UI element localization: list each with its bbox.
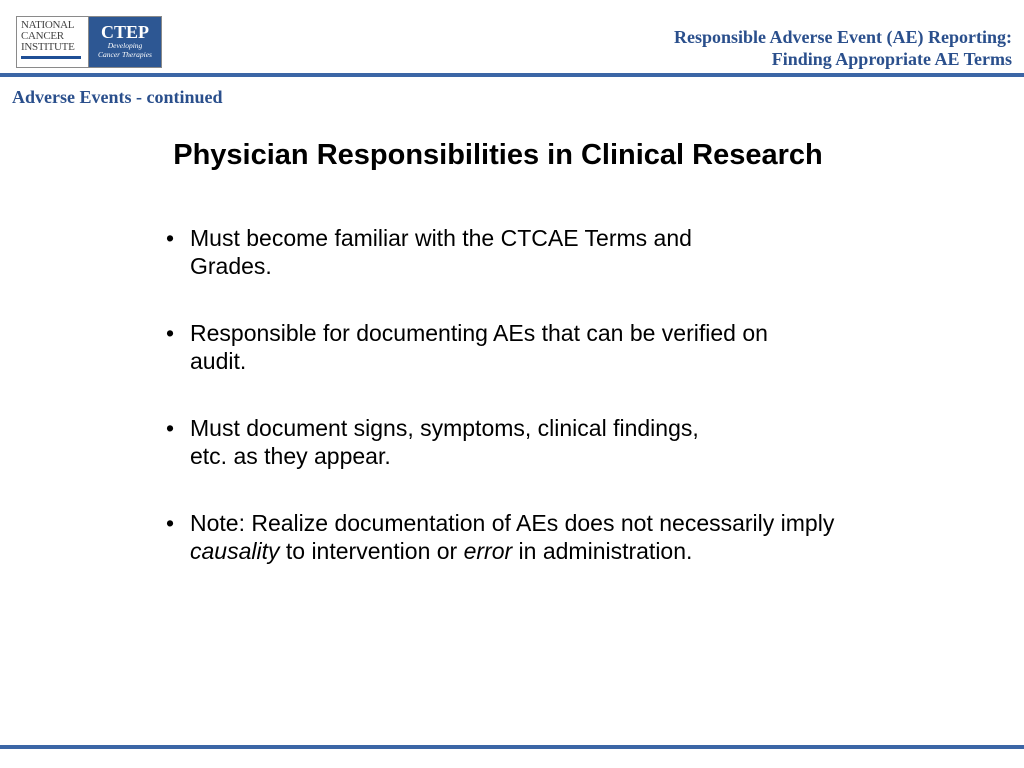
bullet-glyph: • bbox=[166, 415, 175, 441]
ctep-logo bbox=[89, 17, 161, 67]
section-label: Adverse Events - continued bbox=[12, 87, 223, 107]
bullet-text-part: to intervention or bbox=[279, 538, 464, 564]
bullet-glyph: • bbox=[166, 320, 175, 346]
ctep-logo-subtitle-2: Cancer Therapies bbox=[98, 50, 152, 59]
bullet-text-part: Note: Realize documentation of AEs does not necessarily imply bbox=[190, 510, 835, 536]
slide-title: Physician Responsibilities in Clinical Research bbox=[173, 139, 823, 171]
bullet-text: Must become familiar with the CTCAE Terms and Grades. bbox=[190, 225, 692, 279]
bullet-text-part: in administration. bbox=[512, 538, 693, 564]
nci-ctep-logo bbox=[16, 16, 162, 68]
bullet-item bbox=[166, 319, 856, 375]
bullet-item bbox=[166, 509, 856, 565]
header-title bbox=[674, 26, 1012, 70]
nci-logo-line-2: CANCER bbox=[21, 30, 64, 42]
bullet-text bbox=[190, 509, 856, 565]
ctep-logo-title: CTEP bbox=[100, 22, 149, 42]
bullet-text: Must document signs, symptoms, clinical findings, etc. as they appear. bbox=[190, 415, 699, 469]
bullet-text: Responsible for documenting AEs that can be verified on audit. bbox=[190, 320, 768, 374]
nci-logo-bar bbox=[21, 56, 81, 59]
ctep-logo-subtitle-1: Developing bbox=[107, 41, 143, 50]
bullet-item bbox=[166, 224, 856, 280]
bullet-emphasis-causality: causality bbox=[190, 538, 280, 564]
bullet-glyph: • bbox=[166, 225, 175, 251]
nci-logo-line-1: NATIONAL bbox=[21, 19, 75, 31]
header-title-line-2: Finding Appropriate AE Terms bbox=[771, 49, 1012, 69]
nci-logo bbox=[17, 17, 89, 67]
bullet-glyph: • bbox=[166, 510, 175, 536]
header-rule bbox=[0, 73, 1024, 77]
bullet-item bbox=[166, 414, 856, 470]
header-title-line-1: Responsible Adverse Event (AE) Reporting: bbox=[674, 27, 1012, 47]
bullet-list bbox=[166, 224, 856, 604]
bullet-emphasis-error: error bbox=[463, 538, 513, 564]
footer-rule bbox=[0, 745, 1024, 749]
nci-logo-line-3: INSTITUTE bbox=[21, 41, 75, 53]
